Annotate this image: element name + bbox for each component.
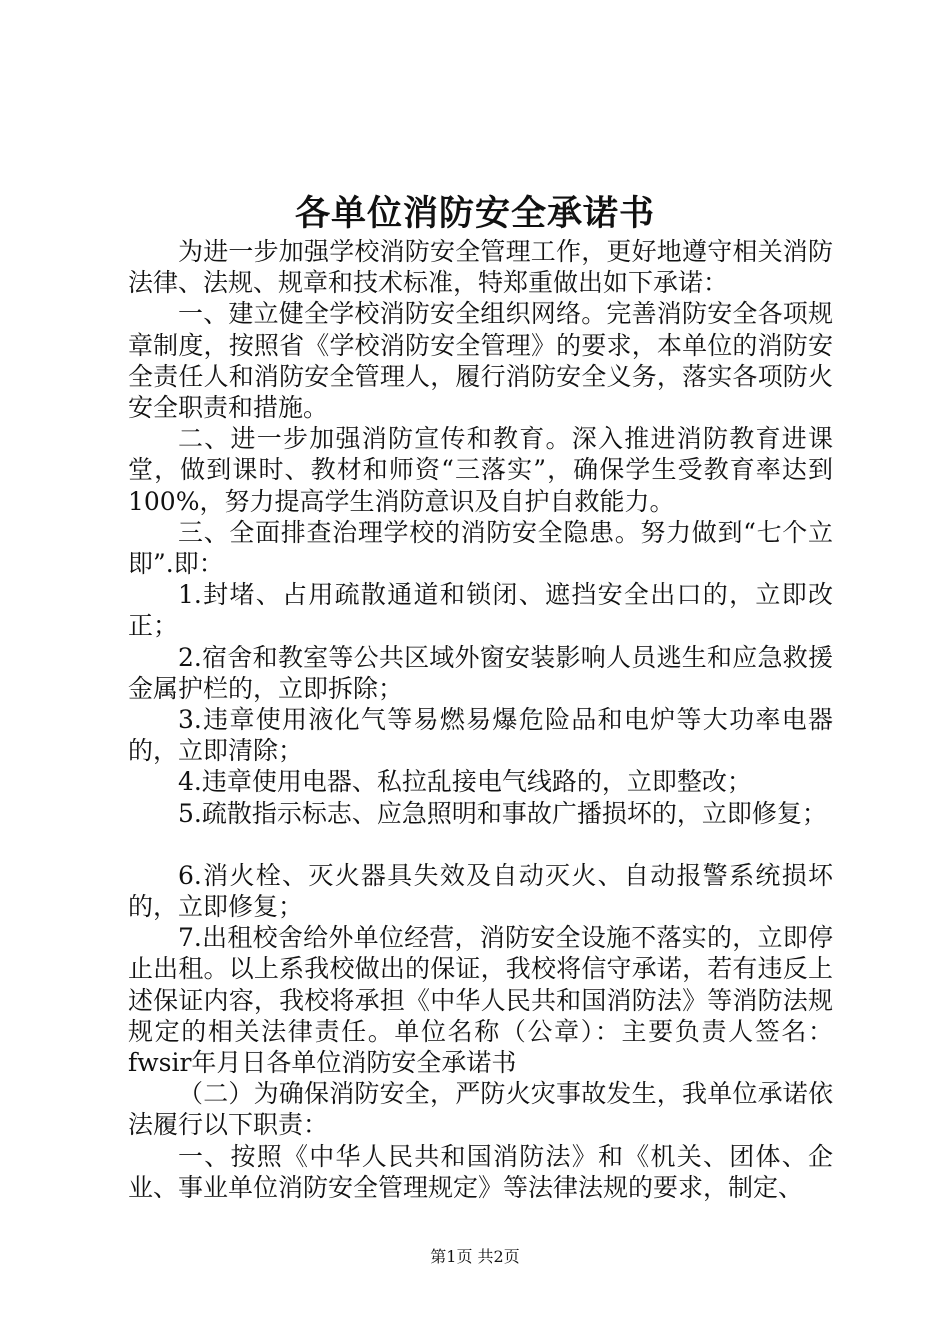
paragraph-subitem-6: 6.消火栓、灭火器具失效及自动灭火、自动报警系统损坏的，立即修复； [128, 860, 833, 922]
paragraph-subitem-1: 1.封堵、占用疏散通道和锁闭、遮挡安全出口的，立即改正； [128, 580, 833, 641]
paragraph-intro: 为进一步加强学校消防安全管理工作，更好地遵守相关消防法律、法规、规章和技术标准，特郑重做出如下承诺： [128, 237, 833, 298]
paragraph-item-3: 三、全面排查治理学校的消防安全隐患。努力做到“七个立即”.即： [128, 517, 833, 579]
paragraph-subitem-3: 3.违章使用液化气等易燃易爆危险品和电炉等大功率电器的，立即清除； [128, 705, 833, 766]
paragraph-item-1: 一、建立健全学校消防安全组织网络。完善消防安全各项规章制度，按照省《学校消防安全管理》的要求，本单位的消防安全责任人和消防安全管理人，履行消防安全义务，落实各项防火安全职责和措施。 [128, 299, 833, 423]
paragraph-subitem-5: 5.疏散指示标志、应急照明和事故广播损坏的，立即修复； [178, 798, 827, 828]
page-footer: 第1页 共2页 [430, 1247, 520, 1266]
paragraph-item-2: 二、进一步加强消防宣传和教育。深入推进消防教育进课堂，做到课时、教材和师资“三落实”，确保学生受教育率达到100%，努力提高学生消防意识及自护自救能力。 [128, 424, 833, 516]
paragraph-subitem-2: 2.宿舍和教室等公共区域外窗安装影响人员逃生和应急救援金属护栏的，立即拆除； [128, 642, 833, 703]
paragraph-subitem-7: 7.出租校舍给外单位经营，消防安全设施不落实的，立即停止出租。以上系我校做出的保证，我校将信守承诺，若有违反上述保证内容，我校将承担《中华人民共和国消防法》等消防法规规定的相关法律责任。单位名称（公章）：主要负责人签名：fwsir年月日各单位消防安全承诺书 [128, 923, 833, 1078]
document-title: 各单位消防安全承诺书 [294, 193, 655, 234]
document-body [128, 236, 833, 1203]
paragraph-section-2-item-1: 一、按照《中华人民共和国消防法》和《机关、团体、企业、事业单位消防安全管理规定》等法律法规的要求，制定、 [128, 1141, 833, 1202]
paragraph-subitem-4: 4.违章使用电器、私拉乱接电气线路的，立即整改； [178, 767, 752, 797]
paragraph-section-2: （二）为确保消防安全，严防火灾事故发生，我单位承诺依法履行以下职责： [128, 1079, 833, 1140]
